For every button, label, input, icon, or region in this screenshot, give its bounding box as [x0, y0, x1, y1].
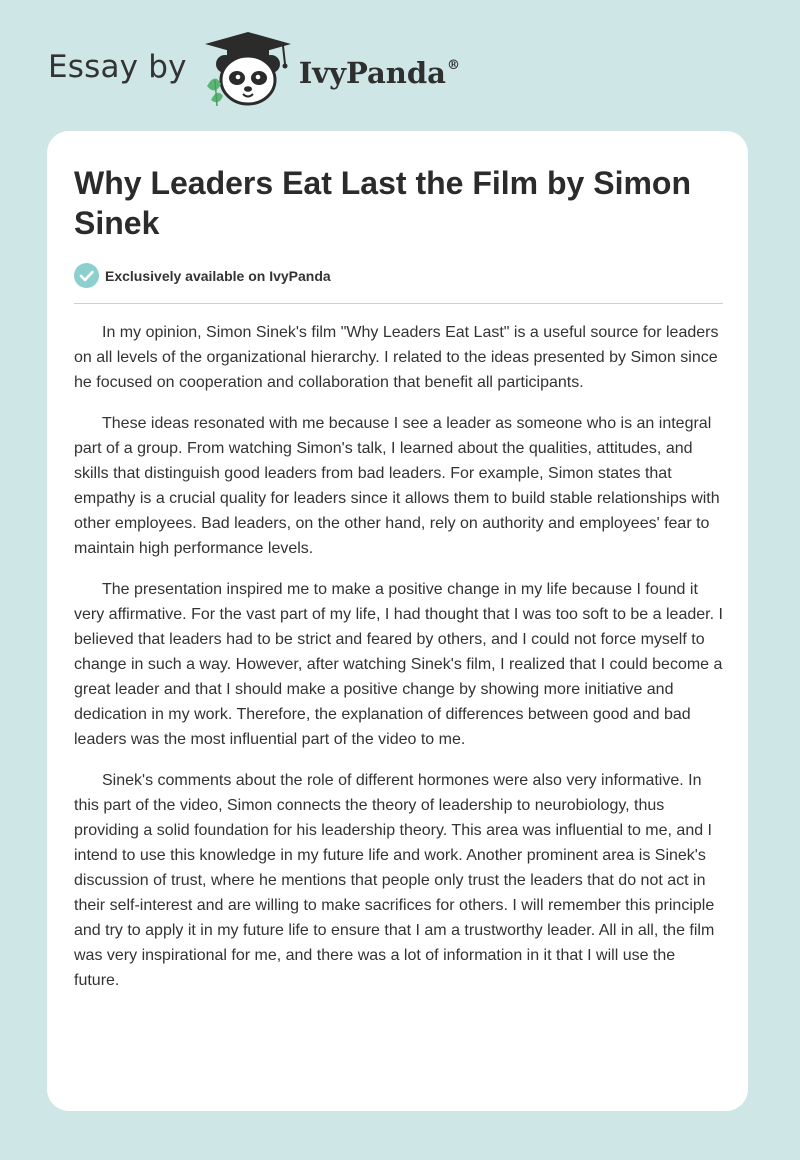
- site-header: [48, 30, 460, 110]
- paragraph: Sinek's comments about the role of different hormones were also very informative. In this part of the video, Simon connects the theory of leadership to neurobiology, thus providing a solid foundation for his leadership theory. This area was influential to me, and I intend to use this knowledge in my future life and work. Another prominent area is Sinek's discussion of trust, where he mentions that people only trust the leaders that do not act in their self-interest and are willing to make sacrifices for others. I will remember this principle and try to apply it in my future life to ensure that I am a trustworthy leader. All in all, the film was very inspirational for me, and there was a lot of information in it that I will use the future.: [74, 772, 715, 989]
- paragraph: These ideas resonated with me because I see a leader as someone who is an integral part of a group. From watching Simon's talk, I learned about the qualities, attitudes, and skills that distinguish good leaders from bad leaders. For example, Simon states that empathy is a crucial quality for leaders since it allows them to build stable relationships with other employees. Bad leaders, on the other hand, rely on authority and employees' fear to maintain high performance levels.: [74, 415, 720, 557]
- paragraph: The presentation inspired me to make a positive change in my life because I found it very affirmative. For the vast part of my life, I had thought that I was too soft to be a leader. I believed that leaders had to be strict and feared by others, and I could not force myself to change in such a way. However, after watching Sinek's film, I realized that I could become a great leader and that I should make a positive change by showing more initiative and dedication in my work. Therefore, the explanation of differences between good and bad leaders was the most influential part of the video to me.: [74, 581, 723, 748]
- check-circle-icon: [74, 263, 99, 288]
- essay-by-label: Essay by: [48, 49, 187, 85]
- registered-mark: ®: [446, 58, 460, 73]
- exclusive-badge: [74, 263, 331, 288]
- article-title: Why Leaders Eat Last the Film by Simon Sinek: [74, 165, 692, 241]
- brand-name[interactable]: IvyPanda®: [298, 56, 460, 90]
- paragraph: In my opinion, Simon Sinek's film "Why Leaders Eat Last" is a useful source for leaders on all levels of the organizational hierarchy. I related to the ideas presented by Simon since he focused on cooperation and collaboration that benefit all participants.: [74, 324, 719, 391]
- panda-graduation-cap-icon[interactable]: [201, 30, 295, 110]
- article-card: [47, 131, 748, 1111]
- divider: [74, 303, 723, 304]
- exclusive-badge-text: Exclusively available on IvyPanda: [105, 267, 331, 284]
- article-body: [74, 320, 724, 1009]
